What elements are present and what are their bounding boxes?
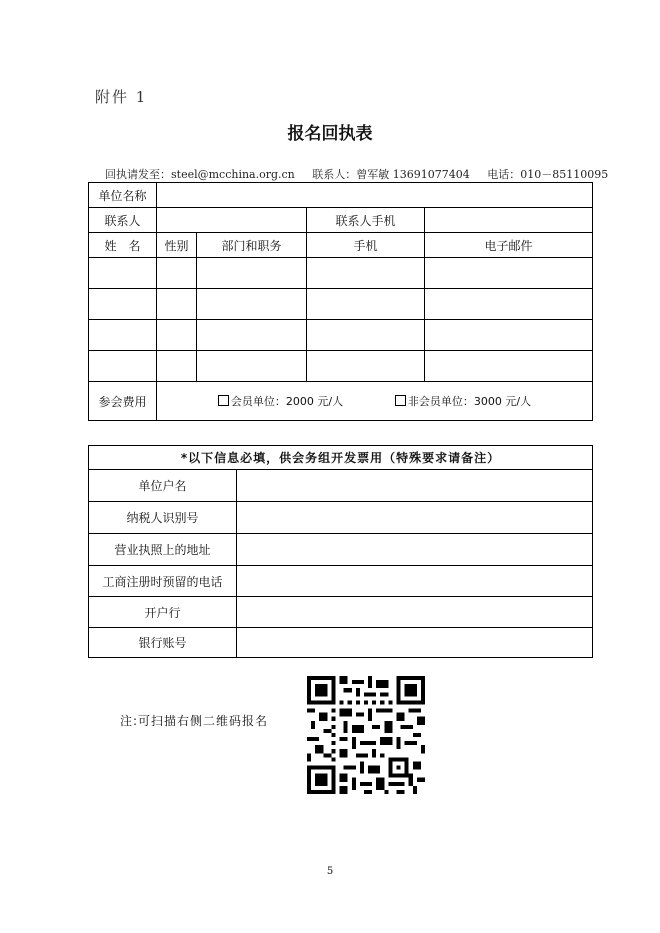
invoice-field-label: 单位户名 bbox=[89, 470, 237, 502]
qr-code-icon[interactable] bbox=[306, 676, 426, 794]
invoice-field-input[interactable] bbox=[237, 502, 593, 534]
contact-phone-label: 联系人手机 bbox=[307, 208, 425, 233]
table-row bbox=[89, 258, 593, 289]
col-mobile: 手机 bbox=[307, 233, 425, 258]
fee-member-option[interactable] bbox=[218, 393, 343, 409]
invoice-field-label: 银行账号 bbox=[89, 628, 237, 658]
gender-cell[interactable] bbox=[157, 258, 197, 289]
gender-cell[interactable] bbox=[157, 289, 197, 320]
fee-nonmember-option[interactable] bbox=[395, 393, 531, 409]
invoice-field-input[interactable] bbox=[237, 566, 593, 597]
contact-person: 联系人：曾军敏 13691077404 bbox=[312, 168, 470, 181]
col-dept: 部门和职务 bbox=[197, 233, 307, 258]
attachment-label: 附件 1 bbox=[95, 88, 148, 106]
email-cell[interactable] bbox=[425, 351, 593, 382]
invoice-field-label: 开户行 bbox=[89, 597, 237, 628]
dept-cell[interactable] bbox=[197, 289, 307, 320]
invoice-notice: *以下信息必填，供会务组开发票用（特殊要求请备注） bbox=[89, 446, 593, 470]
invoice-field-input[interactable] bbox=[237, 534, 593, 566]
fee-options bbox=[157, 382, 593, 421]
name-cell[interactable] bbox=[89, 289, 157, 320]
invoice-field-label: 营业执照上的地址 bbox=[89, 534, 237, 566]
qr-note: 注:可扫描右侧二维码报名 bbox=[120, 714, 269, 728]
mobile-cell[interactable] bbox=[307, 289, 425, 320]
dept-cell[interactable] bbox=[197, 320, 307, 351]
fee-nonmember-label: 非会员单位：3000 元/人 bbox=[407, 395, 532, 408]
contact-email: 回执请发至：steel@mcchina.org.cn bbox=[105, 168, 295, 181]
contact-phone: 电话：010－85110095 bbox=[487, 168, 609, 181]
contact-phone-field[interactable] bbox=[425, 208, 593, 233]
unit-name-label: 单位名称 bbox=[89, 183, 157, 208]
page-number: 5 bbox=[326, 866, 334, 877]
dept-cell[interactable] bbox=[197, 258, 307, 289]
gender-cell[interactable] bbox=[157, 320, 197, 351]
email-cell[interactable] bbox=[425, 320, 593, 351]
mobile-cell[interactable] bbox=[307, 351, 425, 382]
invoice-field-input[interactable] bbox=[237, 597, 593, 628]
contact-label: 联系人 bbox=[89, 208, 157, 233]
email-cell[interactable] bbox=[425, 289, 593, 320]
invoice-field-label: 纳税人识别号 bbox=[89, 502, 237, 534]
name-cell[interactable] bbox=[89, 258, 157, 289]
table-row bbox=[89, 351, 593, 382]
col-gender: 性别 bbox=[157, 233, 197, 258]
page-title: 报名回执表 bbox=[287, 124, 373, 144]
table-header-row bbox=[89, 233, 593, 258]
contact-line bbox=[105, 166, 622, 182]
col-email: 电子邮件 bbox=[425, 233, 593, 258]
checkbox-icon[interactable] bbox=[218, 395, 229, 406]
checkbox-icon[interactable] bbox=[395, 395, 406, 406]
mobile-cell[interactable] bbox=[307, 258, 425, 289]
name-cell[interactable] bbox=[89, 351, 157, 382]
table-row bbox=[89, 320, 593, 351]
email-cell[interactable] bbox=[425, 258, 593, 289]
col-name: 姓 名 bbox=[89, 233, 157, 258]
fee-label: 参会费用 bbox=[89, 382, 157, 421]
unit-name-field[interactable] bbox=[157, 183, 593, 208]
registration-table bbox=[88, 182, 593, 421]
dept-cell[interactable] bbox=[197, 351, 307, 382]
contact-field[interactable] bbox=[157, 208, 307, 233]
name-cell[interactable] bbox=[89, 320, 157, 351]
fee-member-label: 会员单位：2000 元/人 bbox=[230, 395, 344, 408]
gender-cell[interactable] bbox=[157, 351, 197, 382]
invoice-field-input[interactable] bbox=[237, 628, 593, 658]
invoice-field-label: 工商注册时预留的电话 bbox=[89, 566, 237, 597]
invoice-table bbox=[88, 445, 593, 658]
table-row bbox=[89, 289, 593, 320]
mobile-cell[interactable] bbox=[307, 320, 425, 351]
invoice-field-input[interactable] bbox=[237, 470, 593, 502]
